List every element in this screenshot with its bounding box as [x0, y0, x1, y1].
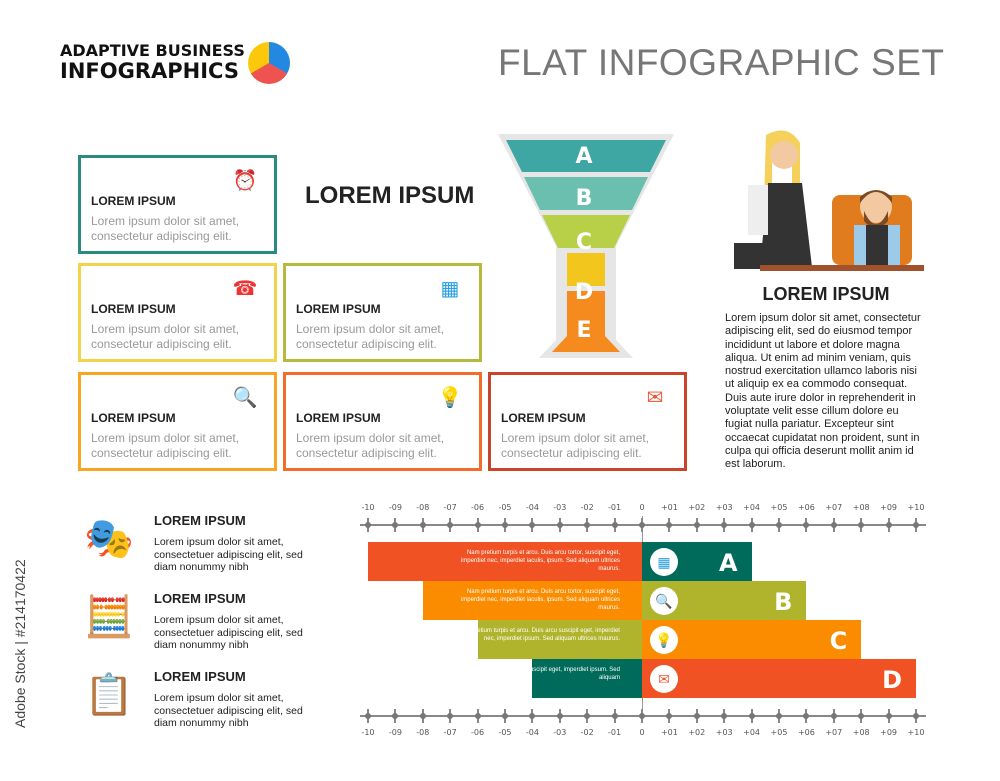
funnel-label-a: A	[575, 144, 593, 169]
axis-dot	[392, 713, 398, 719]
list-item-title: LOREM IPSUM	[154, 669, 246, 684]
tick-label: +08	[852, 728, 870, 737]
pie-logo-icon	[248, 42, 290, 84]
axis-dot	[612, 522, 618, 528]
envelope-icon: ✉	[650, 665, 678, 693]
tick-label: +03	[715, 503, 733, 512]
tick-label: -01	[608, 503, 622, 512]
watermark-text: Adobe Stock | #214170422	[12, 559, 28, 728]
lightbulb-icon: 💡	[650, 626, 678, 654]
brand-line1: ADAPTIVE BUSINESS	[60, 41, 245, 60]
axis-dot	[365, 713, 371, 719]
axis-dot	[502, 713, 508, 719]
tick-label: +10	[907, 728, 925, 737]
info-box	[488, 372, 687, 471]
tick-label: -08	[416, 503, 430, 512]
bar-right-d	[642, 659, 916, 698]
tick-label: +09	[880, 503, 898, 512]
tick-label: +02	[688, 503, 706, 512]
tick-label: 0	[639, 503, 645, 512]
tick-label: -03	[553, 503, 567, 512]
axis-dot	[858, 713, 864, 719]
axis-dot	[392, 522, 398, 528]
tick-label: +05	[770, 503, 788, 512]
abacus-icon: 🧮	[84, 595, 134, 639]
bar-left-d	[467, 659, 642, 698]
page-title: FLAT INFOGRAPHIC SET	[498, 42, 945, 83]
list-item-title: LOREM IPSUM	[154, 591, 246, 606]
lightbulb-icon: 💡	[437, 387, 463, 409]
axis-dot	[584, 713, 590, 719]
axis-dot	[420, 713, 426, 719]
info-box-text: Lorem ipsum dolor sit amet, consectetur adipiscing elit.	[501, 431, 650, 460]
tick-label: -02	[580, 728, 594, 737]
tick-label: -03	[553, 728, 567, 737]
info-box-text: Lorem ipsum dolor sit amet, consectetur adipiscing elit.	[296, 322, 445, 351]
axis-dot	[886, 713, 892, 719]
info-box	[78, 372, 277, 471]
tick-label: -04	[525, 503, 539, 512]
bar-text: Nam pretium turpis et arcu. Duis arcu tortor, suscipit eget, imperdiet nec, imperdiet iaculis, ipsum. Sed aliquam ultrices maurus.	[460, 550, 620, 572]
info-box-title: LOREM IPSUM	[91, 302, 176, 316]
list-item-text: Lorem ipsum dolor sit amet, consectetuer adipiscing elit, sed diam nonummy nibh	[154, 536, 303, 573]
axis-dot	[776, 713, 782, 719]
info-box	[283, 372, 482, 471]
funnel-label-e: E	[576, 318, 592, 343]
axis-dot	[557, 522, 563, 528]
info-box-text: Lorem ipsum dolor sit amet, consectetur adipiscing elit.	[91, 214, 240, 243]
center-heading: LOREM IPSUM	[305, 182, 475, 209]
tick-label: -06	[471, 728, 485, 737]
info-box-title: LOREM IPSUM	[296, 411, 381, 425]
axis-dot	[694, 713, 700, 719]
brand-title	[60, 42, 245, 83]
bar-right-c	[642, 620, 861, 659]
list-item-text: Lorem ipsum dolor sit amet, consectetuer adipiscing elit, sed diam nonummy nibh	[154, 692, 303, 729]
axis-dot	[420, 522, 426, 528]
info-box-text: Lorem ipsum dolor sit amet, consectetur adipiscing elit.	[91, 322, 240, 351]
magnifier-icon: 🔍	[650, 587, 678, 615]
axis-dot	[831, 522, 837, 528]
tick-label: +06	[797, 728, 815, 737]
axis-dot	[666, 522, 672, 528]
tick-label: +08	[852, 503, 870, 512]
tick-label: -05	[498, 503, 512, 512]
axis-dot	[475, 713, 481, 719]
list-item	[154, 513, 304, 574]
axis-dot	[721, 713, 727, 719]
tick-label: -02	[580, 503, 594, 512]
info-box	[283, 263, 482, 362]
axis-dot	[803, 713, 809, 719]
tick-label: +04	[743, 503, 761, 512]
theater-stage-icon: 🎭	[84, 517, 134, 561]
bar-left-c	[457, 620, 642, 659]
tick-label: -09	[388, 728, 402, 737]
axis-dot	[557, 713, 563, 719]
info-box-title: LOREM IPSUM	[296, 302, 381, 316]
tick-label: -09	[388, 503, 402, 512]
info-box	[78, 263, 277, 362]
tick-label: +01	[660, 728, 678, 737]
magnifier-icon: 🔍	[232, 387, 258, 409]
axis-dot	[803, 522, 809, 528]
bar-text: Nam pretium turpis et suscipit eget, imperdiet ipsum. Sed aliquam	[467, 667, 620, 681]
info-box-text: Lorem ipsum dolor sit amet, consectetur adipiscing elit.	[296, 431, 445, 460]
axis-dot	[365, 522, 371, 528]
axis-dot	[447, 713, 453, 719]
axis-dot	[584, 522, 590, 528]
bar-left-b	[423, 581, 642, 620]
info-box-text: Lorem ipsum dolor sit amet, consectetur adipiscing elit.	[91, 431, 240, 460]
axis-dot	[475, 522, 481, 528]
bar-label: D	[882, 666, 902, 694]
clipboard-icon: 📋	[84, 673, 134, 717]
axis-dot	[721, 522, 727, 528]
axis-dot	[913, 713, 919, 719]
axis-dot	[776, 522, 782, 528]
tick-label: +10	[907, 503, 925, 512]
axis-dot	[612, 713, 618, 719]
axis-dot	[886, 522, 892, 528]
axis-dot	[502, 522, 508, 528]
tick-label: 0	[639, 728, 645, 737]
axis-dot	[666, 713, 672, 719]
axis-dot	[447, 522, 453, 528]
axis-dot	[913, 522, 919, 528]
axis-dot	[749, 713, 755, 719]
bar-text: Nam pretium turpis et arcu. Duis arcu tortor, suscipit eget, imperdiet nec, imperdiet iaculis, ipsum. Sed aliquam ultrices maurus.	[460, 589, 620, 611]
axis-dot	[529, 713, 535, 719]
axis-dot	[858, 522, 864, 528]
axis-dot	[639, 522, 645, 528]
telephone-icon: ☎	[232, 278, 258, 300]
list-item	[154, 591, 304, 652]
list-item	[154, 669, 304, 730]
brand-line2: INFOGRAPHICS	[60, 58, 239, 83]
funnel-label-c: C	[575, 230, 593, 255]
tick-label: -01	[608, 728, 622, 737]
tick-label: +07	[825, 503, 843, 512]
bar-left-a	[368, 542, 642, 581]
tick-label: -06	[471, 503, 485, 512]
tick-label: -04	[525, 728, 539, 737]
tick-label: -08	[416, 728, 430, 737]
funnel-label-d: D	[574, 280, 594, 305]
tick-label: +02	[688, 728, 706, 737]
info-box-title: LOREM IPSUM	[501, 411, 586, 425]
tick-label: +07	[825, 728, 843, 737]
alarm-clock-icon: ⏰	[232, 170, 258, 192]
tick-label: -07	[443, 503, 457, 512]
calendar-icon: ▦	[440, 278, 460, 300]
right-panel-title: LOREM IPSUM	[762, 284, 890, 304]
axis-dot	[529, 522, 535, 528]
bar-right-b	[642, 581, 806, 620]
tick-label: +05	[770, 728, 788, 737]
axis-dot	[749, 522, 755, 528]
tick-label: -10	[361, 503, 375, 512]
bar-label: C	[829, 627, 848, 655]
tick-label: -05	[498, 728, 512, 737]
bar-label: A	[719, 549, 738, 577]
tick-label: +09	[880, 728, 898, 737]
list-item-text: Lorem ipsum dolor sit amet, consectetuer adipiscing elit, sed diam nonummy nibh	[154, 614, 303, 651]
info-box	[78, 155, 277, 254]
business-people-illustration	[728, 125, 924, 281]
tick-label: +03	[715, 728, 733, 737]
envelope-icon: ✉	[646, 387, 664, 409]
bar-right-a	[642, 542, 752, 581]
tick-label: +01	[660, 503, 678, 512]
bar-label: B	[774, 588, 793, 616]
list-item-title: LOREM IPSUM	[154, 513, 246, 528]
tick-label: -07	[443, 728, 457, 737]
info-box-title: LOREM IPSUM	[91, 411, 176, 425]
right-panel	[725, 284, 927, 472]
bar-text: Nam pretium turpis et arcu. Duis arcu suscipit eget, imperdiet nec, imperdiet ipsum. Sed aliquam ultrices maurus.	[457, 628, 620, 642]
tick-label: -10	[361, 728, 375, 737]
axis-dot	[694, 522, 700, 528]
calendar-icon: ▦	[650, 548, 678, 576]
funnel-label-b: B	[575, 186, 593, 211]
tick-label: +06	[797, 503, 815, 512]
axis-dot	[831, 713, 837, 719]
tick-label: +04	[743, 728, 761, 737]
right-panel-text: Lorem ipsum dolor sit amet, consectetur adipiscing elit, sed do eiusmod tempor incididunt ut labore et dolore magna aliqua. Ut enim ad minim veniam, quis nostrud exercitation ullamco laboris nisi ut aliquip ex ea commodo consequat. Duis aute irure dolor in reprehenderit in voluptate velit esse cillum dolore eu fugiat nulla pariatur. Excepteur sint occaecat cupidatat non proident, sunt in culpa qui officia deserunt mollit anim id est laborum.	[725, 312, 921, 471]
info-box-title: LOREM IPSUM	[91, 194, 176, 208]
axis-dot	[639, 713, 645, 719]
